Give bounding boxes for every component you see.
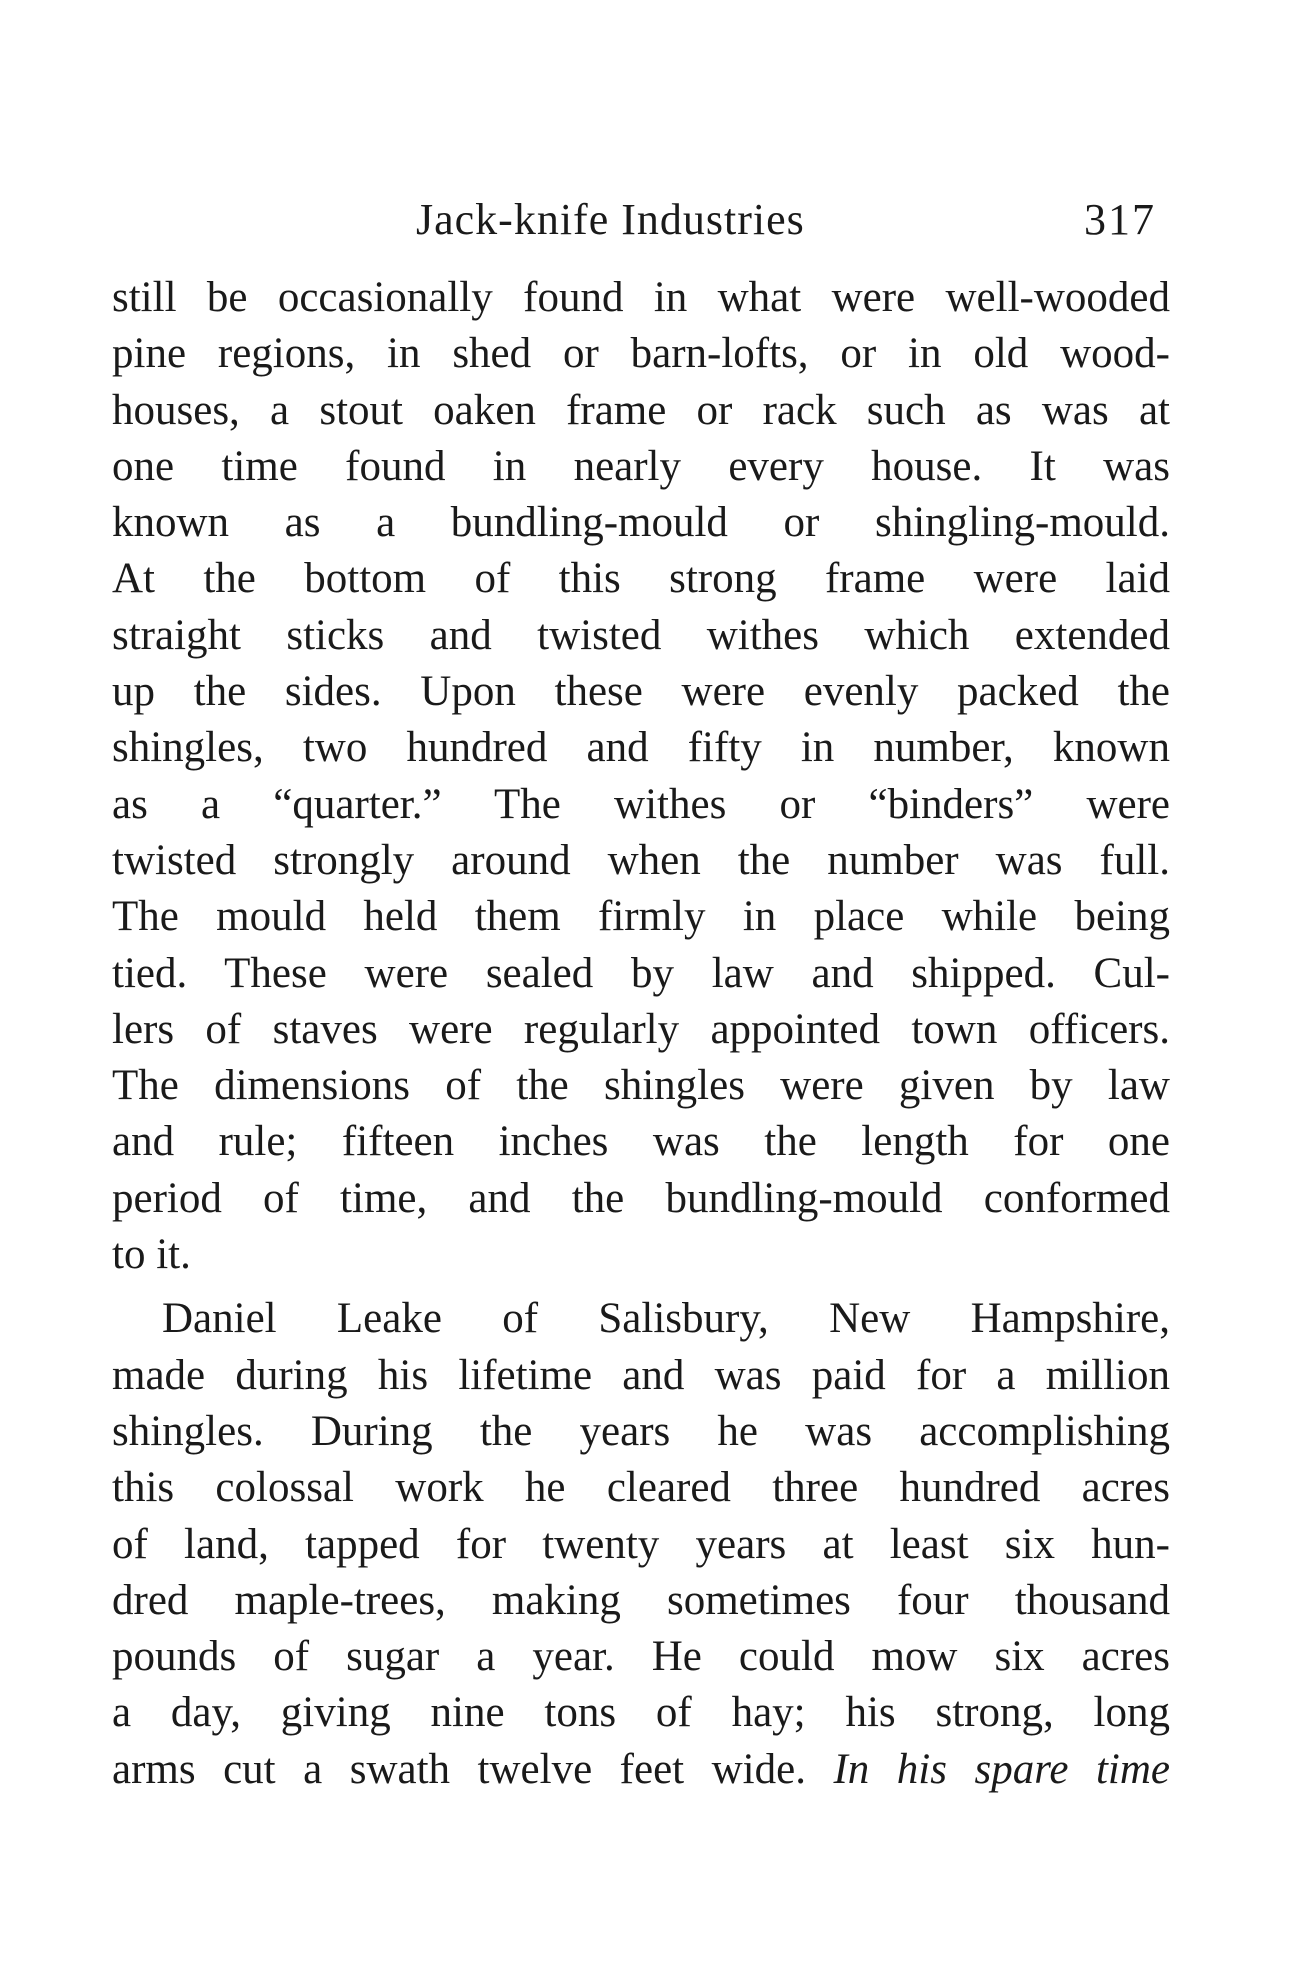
- paragraph-2: [112, 1291, 1170, 1798]
- final-line-italic: In his spare time: [833, 1745, 1170, 1793]
- body-text: [112, 270, 1170, 1798]
- text-line: this colossal work he cleared three hundred acres: [112, 1464, 1170, 1512]
- text-line: twisted strongly around when the number was full.: [112, 836, 1170, 884]
- text-line: a day, giving nine tons of hay; his strong, long: [112, 1689, 1170, 1737]
- text-line: Daniel Leake of Salisbury, New Hampshire,: [162, 1295, 1170, 1343]
- text-line-final: [112, 1742, 1170, 1798]
- paragraph-1: [112, 270, 1170, 1283]
- text-line: tied. These were sealed by law and shipped. Cul-: [112, 949, 1170, 997]
- text-line: up the sides. Upon these were evenly packed the: [112, 668, 1170, 716]
- page-number: 317: [1084, 195, 1156, 244]
- text-line: made during his lifetime and was paid for a million: [112, 1351, 1170, 1399]
- final-line-roman: arms cut a swath twelve feet wide.: [112, 1745, 806, 1793]
- text-line: dred maple-trees, making sometimes four thousand: [112, 1576, 1170, 1624]
- text-line: and rule; fifteen inches was the length for one: [112, 1118, 1170, 1166]
- text-line: to it.: [112, 1231, 191, 1279]
- text-line: The dimensions of the shingles were given by law: [112, 1062, 1170, 1110]
- text-line: pounds of sugar a year. He could mow six acres: [112, 1633, 1170, 1681]
- text-line: period of time, and the bundling-mould conformed: [112, 1174, 1170, 1222]
- text-line: still be occasionally found in what were well-wooded: [112, 274, 1170, 321]
- text-line: shingles, two hundred and fifty in number, known: [112, 724, 1170, 772]
- running-title: Jack-knife Industries: [416, 195, 805, 244]
- text-line: shingles. During the years he was accomplishing: [112, 1407, 1170, 1455]
- text-line: houses, a stout oaken frame or rack such as was at: [112, 386, 1170, 434]
- text-line: pine regions, in shed or barn-lofts, or in old wood-: [112, 330, 1170, 378]
- text-line: At the bottom of this strong frame were laid: [112, 555, 1170, 603]
- running-head: [112, 188, 1170, 252]
- text-line: lers of staves were regularly appointed town officers.: [112, 1005, 1170, 1053]
- text-line: The mould held them firmly in place while being: [112, 893, 1170, 941]
- text-line: one time found in nearly every house. It was: [112, 442, 1170, 490]
- text-line: as a “quarter.” The withes or “binders” were: [112, 780, 1170, 828]
- paragraph-gap: [112, 1283, 1170, 1291]
- text-line: straight sticks and twisted withes which extended: [112, 611, 1170, 659]
- text-line: of land, tapped for twenty years at least six hun-: [112, 1520, 1170, 1568]
- text-line: known as a bundling-mould or shingling-mould.: [112, 499, 1170, 547]
